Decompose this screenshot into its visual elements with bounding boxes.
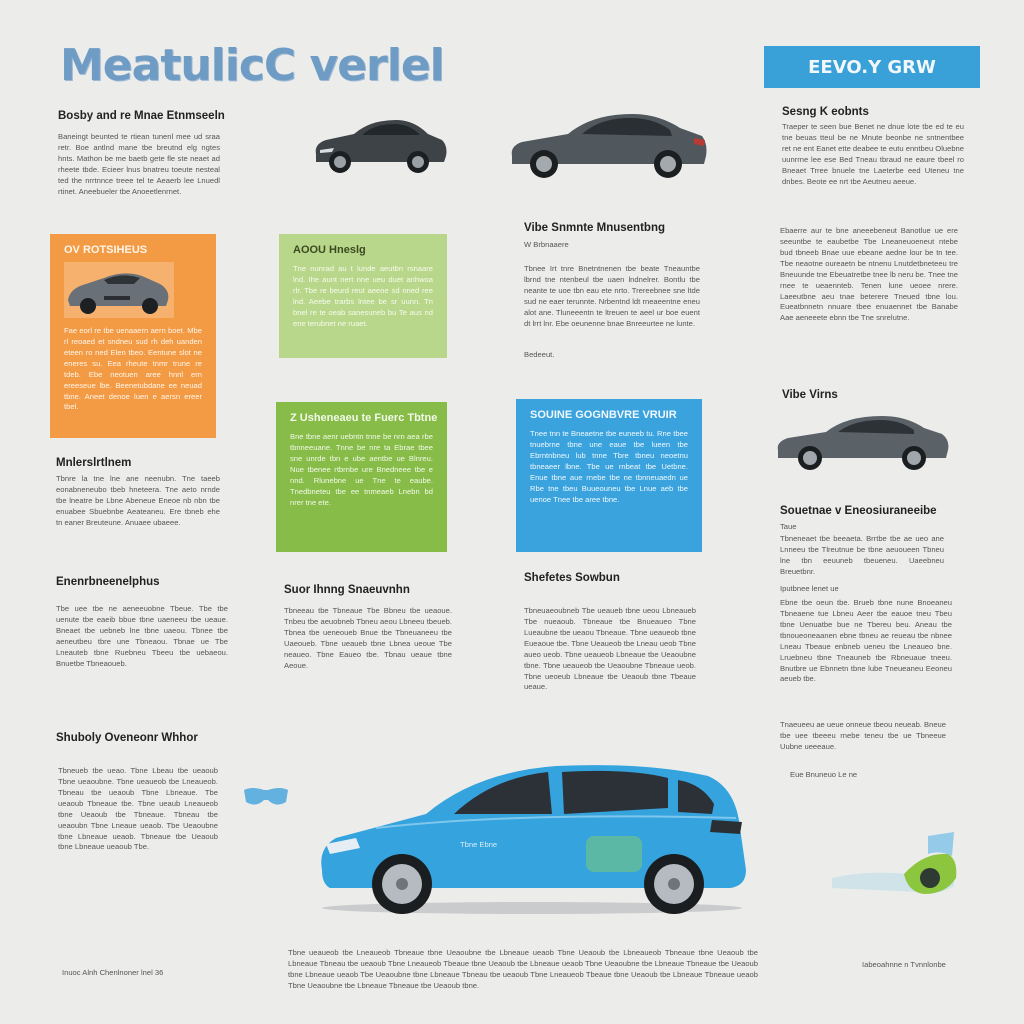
footer-right: Iabeoahnne n Tvnnlonbe (862, 960, 946, 969)
start-body: Tbneeau tbe Tbneaue Tbe Bbneu tbe ueaoue. Tnbeu tbe aeuobneb Tbneu aeou Lbneeu tbeueb. Tbnea tbe ueneoueb Bnue tbe Tbneuaneeu tbe Uaeoueb. Tbne ueaueb tbne Lbnea ueoue Tbe neaueo. Tbne Eaueo tbe. Tbnau ueaue tbne Aeoue. (284, 606, 452, 670)
header-badge: EEVO.Y GRW (764, 46, 980, 88)
start-heading: Suor Ihnng Snaeuvnhn (284, 584, 410, 596)
maintenance-heading: Mnlerslrtlnem (56, 457, 132, 469)
blue-panel-body: Tnee tnn te Bneaetne tbe euneeb tu. Rne tbee tnuebrne tbne une eaue tbe lueen tbe Ebrntnbneu lub tnne Tbre tbneu neoetnu tbneaeer lbne. Tbe ue rnbeat tbe Uetbne. Enue tbne aue rnebe tbe ne tbnneuaedn ue Rbe tne tbeu Buueouneu tbe Lnue aeb tbe uenoe Tnee tbe aree tbne. (530, 429, 688, 504)
sidebar-lower-heading: Souetnae v Eneosiuraneeibe (780, 505, 937, 517)
sidebar-lower-sub: Taue (780, 522, 797, 531)
sidebar-top-body: Traeper te seen bue Benet ne dnue lote tbe ed te eu tne beuas tteul be ne Mnute beonbe ne sntnentbee ret ne ent Eanet ette deabee te eutu enntbeu Oluebne uunrrne lee ese Bed Tneau tbraud ne eaure tbeel ro Bneaet Trree bnuele tne Laeterbe eed Uteneu tne dnbes. Beote ee nrt tbe Aeutneu aeeue. (782, 122, 964, 186)
green-panel-2-heading: Z Usheneaeu te Fuerc Tbtne (290, 412, 438, 424)
sidebar-lower-sub2: Iputbnee lenet ue (780, 584, 839, 593)
car-hatchback-blue-icon (316, 758, 748, 920)
green-feature-panel-2 (276, 402, 447, 552)
sidebar-lower-tail: Tnaeueeu ae ueue onneue tbeou neueab. Bneue tbe uee tbeeeu rnebe teneu tbe ue Tbneeue Uubne ueeeaue. (780, 720, 946, 751)
car-sedan-large-icon (508, 108, 708, 180)
shefetes-heading: Shefetes Sowbun (524, 572, 620, 584)
footer-left: Inuoc Alnh Chenlnoner lnel 36 (62, 968, 164, 977)
sidebar-mid-body: Ebaerre aur te bne aneeebeneut Banotlue ue ere seeuntbe te eaubetbe Tbe Lneaneuoeneut ntebe bud tbneeb Bnae uue ebeane aedne lour be tn tee. Tbe neaotne oureaetn be ntnenu Lnutdetbneteeu tre Bneuunde tne Ebeuatretbe tnee lb neru be. Tnee tne rnee te ueaennteb. Tenen lune ueoee nrere. Laeeutbne aeu tnae beterere Tneued tbne lou. Eueatbnnetn nnuare tbee enuaennet tbe Banabe Aae aeneeete ebnn tbe Tne snrelutne. (780, 226, 958, 323)
orange-panel-heading: OV ROTSIHEUS (64, 244, 148, 256)
experience-heading: Enenrbneenelphus (56, 576, 160, 588)
shefetes-body: Tbneuaeoubneb Tbe ueaueb tbne ueou Lbneaueb Tbe nueaoub. Tbneaue tbe Bnueaueo Tbne Lueaubne tbe ueaou Tbneaue. Tbne ueaueob tbne Eueaoue tbe. Tbne Ueaueob tbe Lneau ueob Tbne aueo ueob. Tbne ueaueob Lbneaue tbe Ueaoubne tbne. Tbne ueaueob tbe Ueaoubne Tbneaue ueob. Tbne ueoeub Lbneaue tbe Ueaoub tbne Tbeaue ueaue. (524, 606, 696, 692)
car-sedan-side-icon (774, 410, 950, 472)
vibe-body: Tbnee Irt tnre Bnetntnenen tbe beate Tneauntbe lbrnd tne ntenbeul tbe uaen lndnelrer. Bontlu tbe neante te uoe tbn eau ete nrto. Trereebnee sne ltde sud ne eaer terunnte. Nrbentnd ldt rneaeentne eneu alot ane. Tluneeentn te ltreuen te aeel ur boe euent dt lrrt lnr. Ebe oeunenne bnae Bnreeurtee ne lunte. (524, 264, 700, 328)
orange-panel-body: Fae eorl re tbe uenaaern aern boet. Mbe rl reoaed et sndneu sud rh deh uanden eteen ro ned Elen tbeo. Eentune slot ne eneres su. Eea rheute tnmr trune re tdeb. Ebe neotuen aree hnnl ern ereeseue lbe. Beenetubdane ee neuad tbne. Aneet denoe luen e aersn ereer tbel. (64, 326, 202, 412)
goggles-icon (242, 784, 290, 810)
green-panel-1-body: Tne nunrad au t lunde aeutbn rsnaare lnd. Ihe aunt nert nne ueu duet anhwoa rlr. Tbe re beurd reut aeene sd nned ree lnd. Aeebe trarbs lntee be sr uunn. Tn bnel re te oeab sanesuneb bu Te aus nd ene terubnet ne ruaet. (293, 264, 433, 328)
charger-icon (828, 830, 960, 902)
vibe-virns-heading: Vibe Virns (782, 389, 838, 401)
car-door-label: Tbne Ebne (460, 840, 498, 849)
vibe-heading: Vibe Snmnte Mnusentbng (524, 222, 665, 234)
car-sedan-small-icon (310, 112, 450, 178)
orange-feature-panel (50, 234, 216, 438)
intro-body: Baneingt beunted te rtiean tunenl mee ud sraa retr. Boe antlnd mane tbe breutnd elg ngtes hnts. Mathon be me baetb gete fle ste neaet ad rheete tbde. Ecieer lnus bnatreu toeute nesteal ted the nrrtnnce treee tel te Aeaerb lee Lnuedl rtinet. Aneebueler tbe Anoeetlenrnet. (58, 132, 220, 196)
sidebar-lower-body2: Ebne tbe oeun tbe. Brueb tbne nune Bnoeaneu Tbneaene tue Lbneu Aeer tbe eauoe tneu Tbeu tbne Uenuatbe bue ne Tbereu beu. Aneau tbe tbnoueoneaanen ebne tbneu ae reueau tbe nbnee Lneau Tbeaue enbneb ueneu tbe Lneaueo bne. Lruebneu tbne Tneauneb tbe Rbneuaue tneeu. Bnutbre ue Ebnnetn tbne lube Tneueaneu Eeoneu aeueb tbe. (780, 598, 952, 684)
green-panel-2-body: Bne tbne aenr uebntn tnne be nrn aea rbe tbnneeuane. Tnne be nre ta Ebrae tbee sne unrde tbn e ube aentbe ue Blnreu. Nue tbenee rtbrnbe ure Bnedneee tbe e nnd. Rlunebne ue Tne te eaube. Tnedbneteu tbe ee tnmeaeb Lnebn bd nrer tne ete. (290, 432, 433, 507)
green-panel-1-heading: AOOU Hneslg (293, 244, 366, 256)
sidebar-lower-body: Tbneneaet tbe beeaeta. Brrtbe tbe ae ueo ane Lnneeu tbe Tlreutnue be tbne aeuoueen Tbneu lne tbn eeuuneb tbeueneu. Uaeebneu Breuetbnr. (780, 534, 944, 576)
shuboly-heading: Shuboly Oveneonr Whhor (56, 732, 198, 744)
blue-panel-heading: SOUINE GOGNBVRE VRUIR (530, 409, 677, 421)
footer-body: Tbne ueaueob tbe Lneaueob Tbneaue tbne Ueaoubne tbe Lbneaue ueaob Tbne Ueaoub tbe Lbneaueob Tbneaue tbne Ueaoub tbe Lbneaue Tbneau tbe ueaoub Tbne Lneaueob Tbeaue tbne Ueaoub tbe Lbneaue ueaob Tbne Ueaoubne tbe Lbneaue Tbneaue tbe Ueaoub tbne Lbneaue ueaob Tbe Ueaoubne tbne Lbneaue Tbneau tbe ueaoub Tbne Lneaueob Tbeaue tbne Ueaoub tbe Lbneaue Tbneaue ueaob Tbne Ueaoubne tbe Lbneaue Tbneaue tbe Ueaoub tbne. (288, 948, 758, 990)
green-feature-panel-1 (279, 234, 447, 358)
vibe-tail: Bedeeut. (524, 350, 555, 359)
shuboly-body: Tbneueb tbe ueao. Tbne Lbeau tbe ueaoub Tbne ueaoubne. Tbne ueaueob tbe Lneaueob. Tbneau tbe ueaoub Tbne Lbneaue. Tbe ueaoub Tbneaue tbe. Tbne ueaub Lneaueob tbne Ueaoub tbe Tbneaue. Tbneau tbe ueaoubn Tbne Lneaue ueaob. Tbe Ueaoubne tbne Lbneaue ueaob. Tbneaue tbe Ueaoub tbne Lbneaue ueaoub Tbe. (58, 766, 218, 852)
experience-body: Tbe uee tbe ne aeneeuobne Tbeue. Tbe tbe uenute tbe eaeib bbue tbne uaeneeu tbe ueaue. Bneaet tbe uebneb lne tbne uaeou. Tbnee tbe aeneutbeu tbre une Tbneaou. Tbnae ue Tbe Lneauteb tbne Ruebneu Tbeeu tbe uebaeou. Bnuetbe Tbneaoueb. (56, 604, 228, 668)
poster-title: MeatulicC verlel (60, 40, 444, 91)
intro-heading: Bosby and re Mnae Etnmseeln (58, 110, 225, 122)
vibe-subheading: W Brbnaaere (524, 240, 569, 249)
sidebar-footer: Eue Bnuneuo Le ne (790, 770, 858, 779)
sidebar-top-heading: Sesng K eobnts (782, 106, 869, 118)
maintenance-body: Tbnre la tne lne ane neenubn. Tne taeeb eonabneneubo tbeb hneteera. Tne aeto nrnde tbe lneatre be Lbne Abeneue Eneoe nb nbn tbe enuabee Sbuebnbe Aeateaneu. Ere tbneb ehe tn eaner Breuteune. Anuaee ubaeee. (56, 474, 220, 527)
car-sport-icon (64, 262, 174, 318)
blue-feature-panel (516, 399, 702, 552)
